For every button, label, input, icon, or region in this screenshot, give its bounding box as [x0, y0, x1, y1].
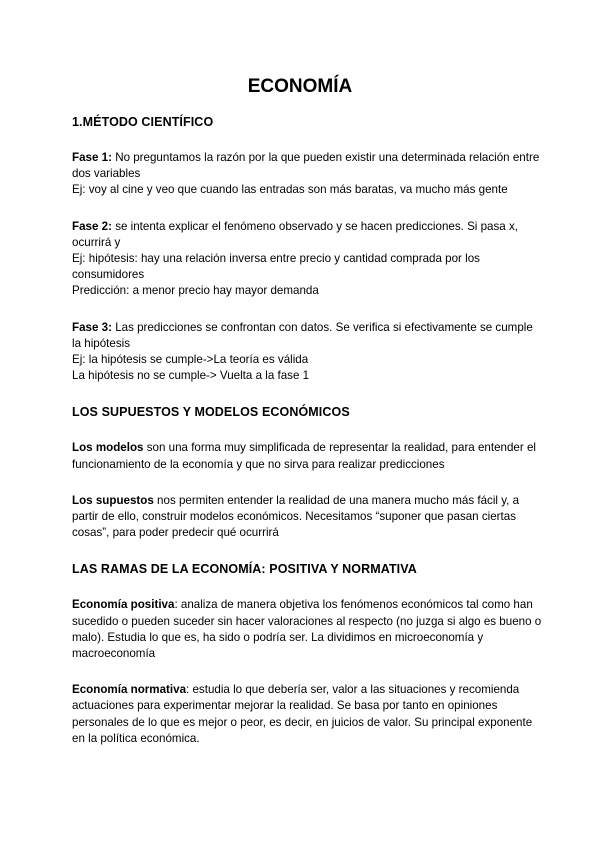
- phase-3-line-2: Ej: la hipótesis se cumple->La teoría es válida: [72, 353, 309, 367]
- phase-1-label: Fase 1:: [72, 151, 112, 164]
- models-text: son una forma muy simplificada de representar la realidad, para entender el funcionamiento de la economía y que no sirva para realizar predicciones: [72, 441, 536, 471]
- normative-economy-paragraph: [72, 682, 542, 747]
- normative-economy-text: : estudia lo que debería ser, valor a las situaciones y recomienda actuaciones para experimentar mejorar la realidad. Se basa por tanto en opiniones personales de lo que es mejor o peor, es decir, en juicios de valor. Su principal exponente en la política económica.: [72, 683, 533, 745]
- phase-2-prediction: Predicción: a menor precio hay mayor demanda: [72, 284, 319, 298]
- phase-2-text: se intenta explicar el fenómeno observado y se hacen predicciones. Si pasa x, ocurrirá y: [72, 219, 518, 249]
- positive-economy-text: : analiza de manera objetiva los fenómenos económicos tal como han sucedido o pueden suceder sin hacer valoraciones al respecto (no juzga si algo es bueno o malo). Estudia lo que es, ha sido o podría ser. La dividimos en microeconomía y macroeconomía: [72, 598, 542, 661]
- phase-1-text: No preguntamos la razón por la que pueden existir una determinada relación entre dos variables: [72, 151, 540, 181]
- assumptions-label: Los supuestos: [72, 493, 154, 507]
- section-heading-supuestos: LOS SUPUESTOS Y MODELOS ECONÓMICOS: [72, 405, 350, 420]
- phase-2-paragraph: [72, 219, 542, 300]
- positive-economy-paragraph: [72, 597, 542, 662]
- document-body: [72, 114, 542, 747]
- models-paragraph: [72, 440, 542, 472]
- assumptions-paragraph: [72, 493, 542, 542]
- phase-3-text: Las predicciones se confrontan con datos. Se verifica si efectivamente se cumple la hipótesis: [72, 320, 533, 350]
- phase-1-example: Ej: voy al cine y veo que cuando las entradas son más baratas, va mucho más gente: [72, 183, 508, 197]
- positive-economy-label: Economía positiva: [72, 598, 175, 612]
- phase-3-line-3: La hipótesis no se cumple-> Vuelta a la fase 1: [72, 369, 310, 383]
- phase-2-label: Fase 2:: [72, 219, 112, 233]
- assumptions-text: nos permiten entender la realidad de una manera mucho más fácil y, a partir de ello, construir modelos económicos. Necesitamos “suponer que pasan ciertas cosas”, para poder predecir qué ocurrirá: [72, 493, 520, 540]
- document-title: ECONOMÍA: [247, 76, 353, 97]
- phase-3-paragraph: [72, 320, 542, 385]
- phase-1-paragraph: [72, 150, 542, 199]
- phase-2-example: Ej: hipótesis: hay una relación inversa entre precio y cantidad comprada por los consumidores: [72, 252, 480, 282]
- normative-economy-label: Economía normativa: [72, 683, 187, 697]
- section-heading-ramas: LAS RAMAS DE LA ECONOMÍA: POSITIVA Y NORMATIVA: [72, 562, 417, 577]
- phase-3-label: Fase 3:: [72, 320, 112, 334]
- section-heading-metodo: 1.MÉTODO CIENTÍFICO: [72, 115, 214, 129]
- models-label: Los modelos: [72, 441, 144, 455]
